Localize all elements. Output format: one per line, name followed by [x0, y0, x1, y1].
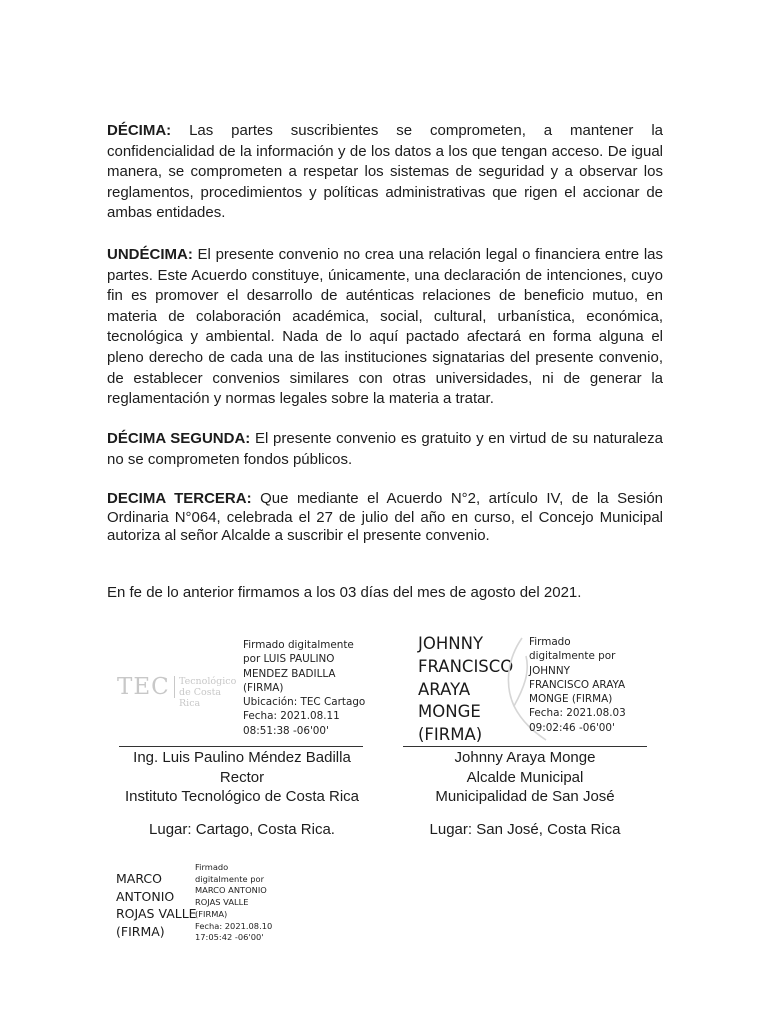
signature-line-left: [119, 746, 363, 747]
clause-text: Las partes suscribientes se comprometen, a mantener la confidencialidad de la información y de los datos a los que tengan acceso. De igual manera, se comprometen a respetar los sistemas de seguridad y a observar los reglamentos, procedimientos y políticas administrativas que rigen el accionar de ambas entidades.: [107, 122, 663, 222]
signatory-left: [107, 748, 377, 807]
signatory-role: Alcalde Municipal: [466, 768, 584, 786]
tec-logo-main: TEC: [117, 674, 170, 700]
closing-statement: En fe de lo anterior firmamos a los 03 días del mes de agosto del 2021.: [107, 584, 582, 601]
digital-signature-stamp-left: Firmado digitalmente por LUIS PAULINO MENDEZ BADILLA (FIRMA) Ubicación: TEC Cartago Fecha: 2021.08.11 08:51:38 -06'00': [243, 639, 366, 737]
signatory-right: [390, 748, 660, 807]
digital-signature-stamp-right: Firmado digitalmente por JOHNNY FRANCISCO ARAYA MONGE (FIRMA) Fecha: 2021.08.03 09:02:46 -06'00': [529, 636, 626, 734]
clause-decima-segunda: [107, 429, 663, 470]
place-left: Lugar: Cartago, Costa Rica.: [149, 821, 335, 838]
signature-line-right: [403, 746, 647, 747]
clause-title: DECIMA TERCERA:: [107, 490, 252, 507]
signatory-role: Rector: [219, 768, 265, 786]
tec-logo: [117, 672, 242, 709]
clause-title: UNDÉCIMA:: [107, 246, 193, 263]
signatory-organization: Municipalidad de San José: [435, 788, 615, 805]
signatory-name: Ing. Luis Paulino Méndez Badilla: [133, 749, 351, 766]
signatory-organization: Instituto Tecnológico de Costa Rica: [124, 788, 360, 805]
place-right: Lugar: San José, Costa Rica: [429, 821, 621, 838]
clause-text: El presente convenio es gratuito y en virtud de su naturaleza no se comprometen fondos públicos.: [107, 430, 663, 468]
clause-title: DÉCIMA SEGUNDA:: [107, 430, 251, 447]
clause-undecima: [107, 245, 663, 410]
clause-decima: [107, 121, 663, 224]
signer-name-bottom: MARCO ANTONIO ROJAS VALLE (FIRMA): [116, 871, 197, 939]
clause-text: Que mediante el Acuerdo N°2, artículo IV, de la Sesión Ordinaria N°064, celebrada el 27 de julio del año en curso, el Concejo Municipal autoriza al señor Alcalde a suscribir el presente convenio.: [107, 490, 664, 544]
signer-name-right: JOHNNY FRANCISCO ARAYA MONGE (FIRMA): [418, 634, 514, 745]
digital-signature-stamp-bottom: Firmado digitalmente por MARCO ANTONIO ROJAS VALLE (FIRMA) Fecha: 2021.08.10 17:05:42 -06'00': [195, 862, 273, 943]
clause-title: DÉCIMA:: [107, 122, 172, 139]
clause-text: El presente convenio no crea una relación legal o financiera entre las partes. Este Acuerdo constituye, únicamente, una declaración de intenciones, cuyo fin es promover el desarrollo de auténticas relaciones de beneficio mutuo, en materia de colaboración académica, social, cultural, urbanística, económica, tecnológica y ambiental. Nada de lo aquí pactado afectará en forma alguna el pleno derecho de cada una de las instituciones signatarias del presente convenio, de establecer convenios similares con otras universidades, ni de generar la reglamentación y normas legales sobre la materia a tratar.: [107, 246, 663, 408]
signatory-name: Johnny Araya Monge: [454, 749, 596, 766]
tec-logo-sub: Tecnológico de Costa Rica: [179, 676, 237, 709]
clause-decima-tercera: [107, 490, 663, 546]
tec-logo-divider: [174, 676, 175, 698]
